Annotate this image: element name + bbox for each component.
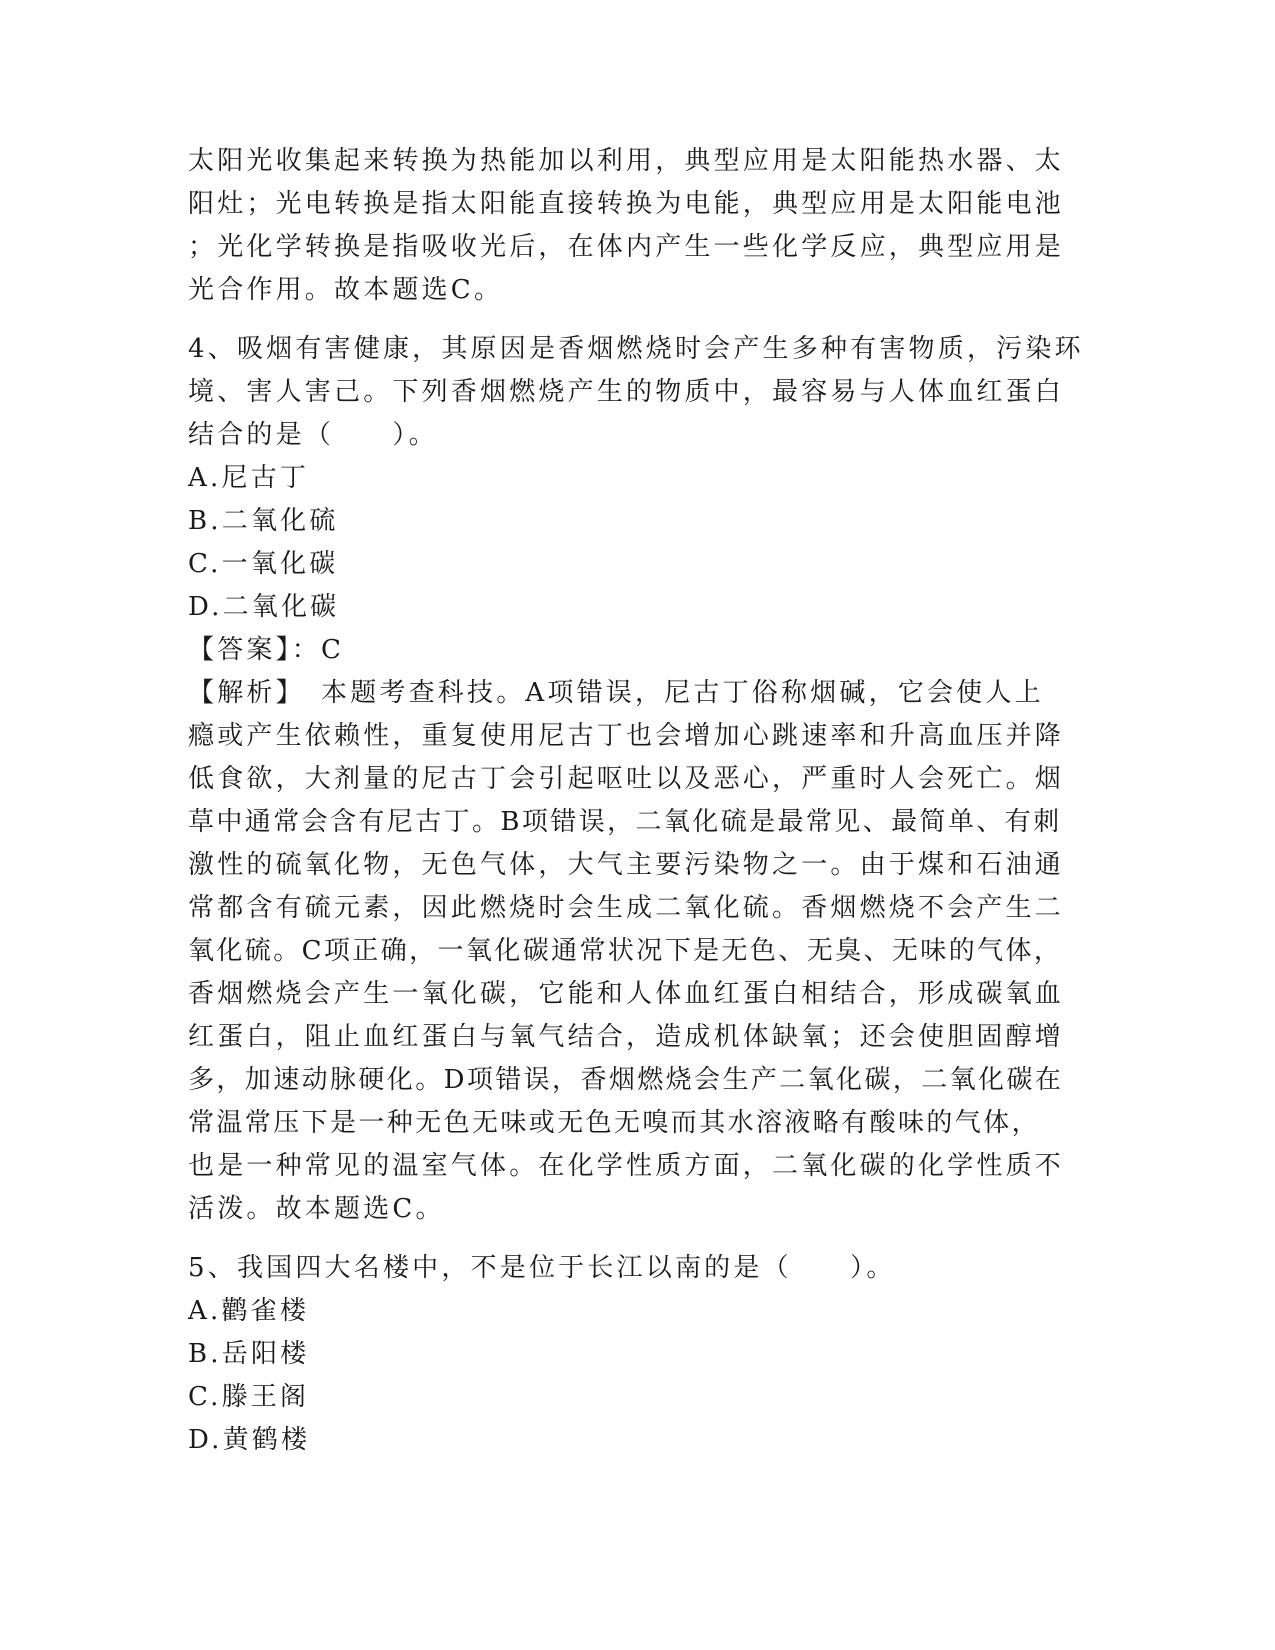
analysis-line: 【解析】 本题考查科技。A项错误，尼古丁俗称烟碱，它会使人上	[188, 678, 1044, 708]
question-text-line: 结合的是（ ）。	[188, 420, 438, 450]
option-c: C.滕王阁	[188, 1382, 310, 1412]
analysis-line: 香烟燃烧会产生一氧化碳，它能和人体血红蛋白相结合，形成碳氧血	[188, 979, 1065, 1009]
previous-explanation	[188, 140, 1088, 312]
analysis-line: 常都含有硫元素，因此燃烧时会生成二氧化硫。香烟燃烧不会产生二	[188, 893, 1065, 923]
analysis-line: 也是一种常见的温室气体。在化学性质方面，二氧化碳的化学性质不	[188, 1151, 1065, 1181]
option-b: B.岳阳楼	[188, 1339, 310, 1369]
option-b: B.二氧化硫	[188, 506, 339, 536]
question-text-line: 5、我国四大名楼中，不是位于长江以南的是（ ）。	[188, 1253, 896, 1283]
option-d: D.黄鹤楼	[188, 1425, 311, 1455]
question-4	[188, 328, 1088, 1231]
question-5	[188, 1247, 1088, 1462]
analysis-line: 常温常压下是一种无色无味或无色无嗅而其水溶液略有酸味的气体，	[188, 1108, 1041, 1138]
option-a: A.鹳雀楼	[188, 1296, 310, 1326]
text-line: 太阳光收集起来转换为热能加以利用，典型应用是太阳能热水器、太	[188, 146, 1065, 176]
text-line: 光合作用。故本题选C。	[188, 275, 504, 305]
question-text-line: 4、吸烟有害健康，其原因是香烟燃烧时会产生多种有害物质，污染环	[188, 334, 1084, 364]
analysis-line: 草中通常会含有尼古丁。B项错误，二氧化硫是最常见、最简单、有刺	[188, 807, 1062, 837]
text-line: ；光化学转换是指吸收光后，在体内产生一些化学反应，典型应用是	[188, 232, 1065, 262]
analysis-line: 瘾或产生依赖性，重复使用尼古丁也会增加心跳速率和升高血压并降	[188, 721, 1065, 751]
spacer	[188, 1231, 1088, 1247]
option-a: A.尼古丁	[188, 463, 310, 493]
answer-line: 【答案】：C	[188, 635, 345, 665]
option-c: C.一氧化碳	[188, 549, 339, 579]
text-line: 阳灶；光电转换是指太阳能直接转换为电能，典型应用是太阳能电池	[188, 189, 1065, 219]
option-d: D.二氧化碳	[188, 592, 340, 622]
document-page	[188, 140, 1088, 1462]
analysis-line: 低食欲，大剂量的尼古丁会引起呕吐以及恶心，严重时人会死亡。烟	[188, 764, 1065, 794]
analysis-line: 多，加速动脉硬化。D项错误，香烟燃烧会生产二氧化碳，二氧化碳在	[188, 1065, 1064, 1095]
analysis-line: 氧化硫。C项正确，一氧化碳通常状况下是无色、无臭、无味的气体，	[188, 936, 1063, 966]
spacer	[188, 312, 1088, 328]
question-text-line: 境、害人害己。下列香烟燃烧产生的物质中，最容易与人体血红蛋白	[188, 377, 1065, 407]
analysis-line: 活泼。故本题选C。	[188, 1194, 445, 1224]
analysis-line: 激性的硫氧化物，无色气体，大气主要污染物之一。由于煤和石油通	[188, 850, 1065, 880]
analysis-line: 红蛋白，阻止血红蛋白与氧气结合，造成机体缺氧；还会使胆固醇增	[188, 1022, 1065, 1052]
